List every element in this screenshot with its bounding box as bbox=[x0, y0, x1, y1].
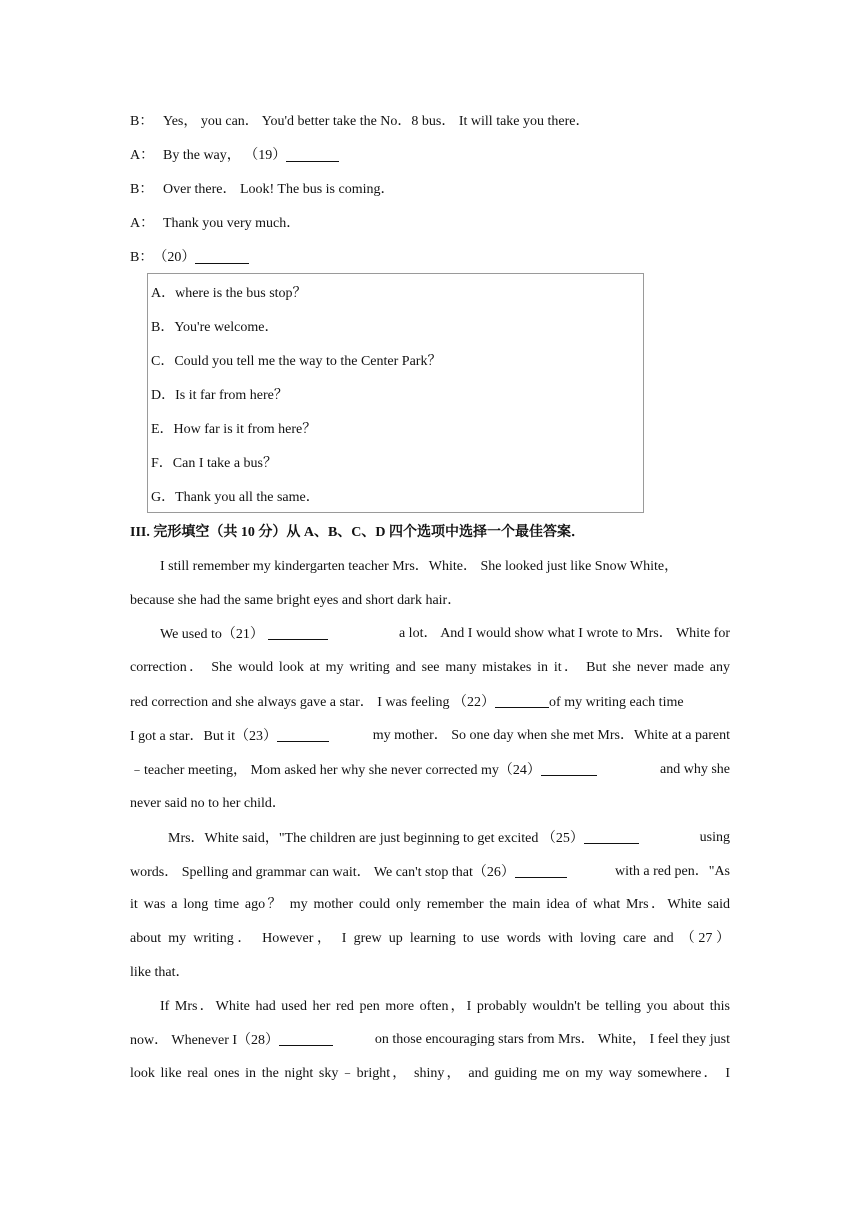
passage-line bbox=[130, 727, 730, 746]
section-heading: III. 完形填空（共 10 分）从 A、B、C、D 四个选项中选择一个最佳答案． bbox=[130, 525, 586, 540]
dialogue-text: Over there． Look! The bus is coming． bbox=[163, 182, 395, 197]
speaker-label: B： bbox=[130, 182, 154, 197]
passage-text: using bbox=[699, 830, 730, 845]
passage-text: words． Spelling and grammar can wait． We can't stop that（26） bbox=[130, 865, 515, 880]
dialogue-line bbox=[130, 147, 339, 165]
options-box bbox=[147, 273, 644, 513]
passage-line: because she had the same bright eyes and short dark hair． bbox=[130, 593, 462, 608]
dialogue-line bbox=[130, 181, 394, 199]
passage-line bbox=[130, 693, 730, 712]
dialogue-line bbox=[130, 249, 249, 267]
answer-blank bbox=[541, 761, 597, 776]
answer-blank bbox=[584, 829, 639, 844]
passage-line: look like real ones in the night sky﹣bright， shiny， and guiding me on my way somewhere． I bbox=[130, 1066, 730, 1081]
passage-text: a lot． And I would show what I wrote to Mrs． White for bbox=[398, 626, 730, 641]
option-c: C．Could you tell me the way to the Center Park？ bbox=[151, 354, 442, 369]
answer-blank bbox=[515, 863, 567, 878]
passage-line bbox=[160, 625, 730, 644]
passage-line: If Mrs．White had used her red pen more often，I probably wouldn't be telling you about this bbox=[160, 999, 730, 1014]
answer-blank bbox=[495, 693, 549, 708]
passage-text: red correction and she always gave a star． I was feeling （22） bbox=[130, 695, 496, 710]
passage-line bbox=[130, 863, 730, 882]
answer-blank bbox=[279, 1031, 333, 1046]
answer-blank bbox=[268, 625, 328, 640]
passage-text: We used to（21） bbox=[160, 627, 264, 642]
passage-text: with a red pen．"As bbox=[615, 864, 730, 879]
option-a: A．where is the bus stop？ bbox=[151, 286, 307, 301]
speaker-label: A： bbox=[130, 148, 155, 163]
passage-text: I got a star．But it（23） bbox=[130, 729, 277, 744]
passage-line: never said no to her child． bbox=[130, 796, 286, 811]
passage-line bbox=[168, 829, 730, 848]
dialogue-text: By the way， （19） bbox=[163, 148, 287, 163]
dialogue-line bbox=[130, 113, 590, 131]
dialogue-text: （20） bbox=[153, 250, 196, 265]
option-d: D．Is it far from here？ bbox=[151, 388, 288, 403]
dialogue-text: Thank you very much． bbox=[163, 216, 301, 231]
option-g: G．Thank you all the same． bbox=[151, 490, 320, 505]
passage-text: on those encouraging stars from Mrs． White， I feel they just bbox=[374, 1032, 730, 1047]
speaker-label: B： bbox=[130, 114, 154, 129]
option-e: E．How far is it from here？ bbox=[151, 422, 317, 437]
passage-line bbox=[130, 761, 730, 780]
passage-text: of my writing each time bbox=[549, 695, 684, 710]
dialogue-line bbox=[130, 215, 300, 233]
speaker-label: B： bbox=[130, 250, 154, 265]
passage-text: my mother． So one day when she met Mrs．White at a parent bbox=[372, 728, 730, 743]
passage-line: about my writing． However， I grew up learning to use words with loving care and （27） bbox=[130, 931, 730, 946]
passage-text: ﹣teacher meeting， Mom asked her why she never corrected my（24） bbox=[130, 763, 541, 778]
passage-line: I still remember my kindergarten teacher Mrs．White． She looked just like Snow White， bbox=[160, 559, 679, 574]
answer-blank bbox=[277, 727, 329, 742]
speaker-label: A： bbox=[130, 216, 155, 231]
passage-line: like that． bbox=[130, 965, 190, 980]
passage-line: correction． She would look at my writing and see many mistakes in it． But she never made any bbox=[130, 660, 730, 675]
passage-text: now． Whenever I（28） bbox=[130, 1033, 280, 1048]
option-b: B．You're welcome． bbox=[151, 320, 279, 335]
passage-text: and why she bbox=[660, 762, 730, 777]
passage-line bbox=[130, 1031, 730, 1050]
answer-blank bbox=[286, 147, 339, 162]
answer-blank bbox=[195, 249, 249, 264]
passage-line: it was a long time ago？ my mother could only remember the main idea of what Mrs．White said bbox=[130, 897, 730, 912]
dialogue-text: Yes， you can． You'd better take the No．8 bus． It will take you there． bbox=[163, 114, 590, 129]
passage-text: Mrs．White said，"The children are just beginning to get excited （25） bbox=[168, 831, 584, 846]
option-f: F．Can I take a bus？ bbox=[151, 456, 277, 471]
